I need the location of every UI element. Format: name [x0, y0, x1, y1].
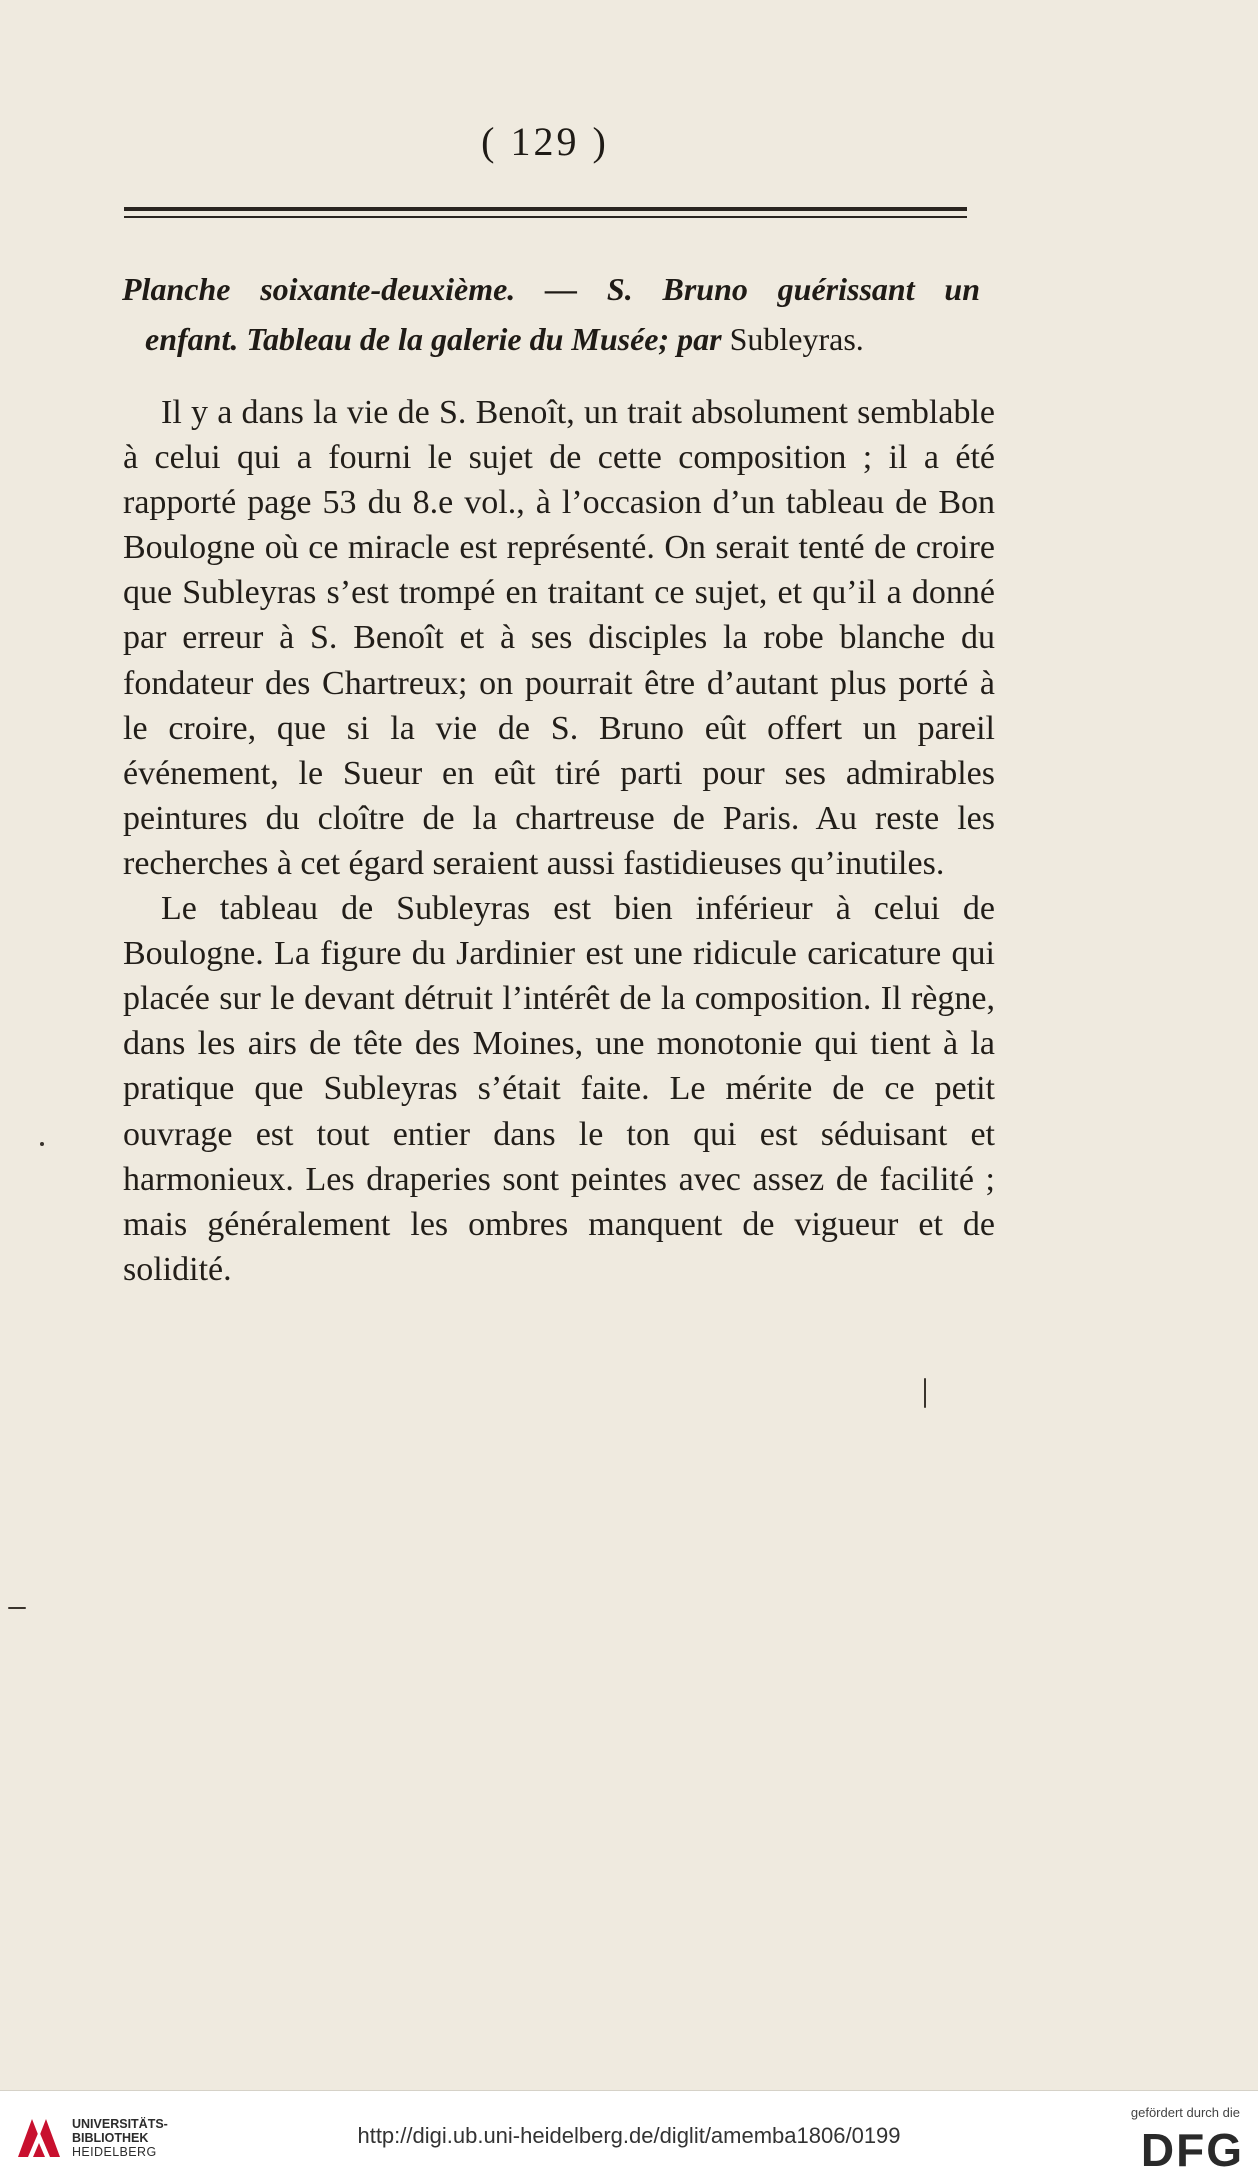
dfg-logo: DFG — [1140, 2124, 1244, 2176]
library-line-2: BIBLIOTHEK — [72, 2131, 149, 2145]
scan-speck — [40, 1142, 44, 1146]
permalink-url[interactable]: http://digi.ub.uni-heidelberg.de/diglit/amemba1806/0199 — [357, 2123, 901, 2148]
funded-by-label: gefördert durch die — [1130, 2105, 1240, 2120]
page-number: ( 129 ) — [481, 119, 609, 164]
digitization-footer — [0, 2090, 1258, 2183]
caption-title: enfant. Tableau de la galerie du Musée; par — [145, 321, 730, 357]
caption-line-1: Planche soixante-deuxième. — S. Bruno guérissant un — [122, 271, 980, 307]
library-line-3: HEIDELBERG — [72, 2145, 157, 2159]
header-rule-thin — [124, 216, 967, 218]
scan-speck — [924, 1378, 926, 1408]
caption-line-2 — [122, 314, 980, 364]
scan-speck — [8, 1607, 26, 1609]
caption-artist: Subleyras. — [729, 321, 864, 357]
paragraph: Le tableau de Subleyras est bien inférieur à celui de Boulogne. La figure du Jardinier est une ridicule caricature qui placée sur le devant détruit l’intérêt de la composition. Il règne, dans les airs de tête des Moines, une monotonie qui tient à la pratique que Subleyras s’était faite. Le mérite de ce petit ouvrage est tout entier dans le ton qui est séduisant et harmonieux. Les draperies sont peintes avec assez de facilité ; mais généralement les ombres manquent de vigueur et de solidité. — [123, 890, 995, 1288]
header-rule-thick — [124, 207, 967, 211]
library-line-1: UNIVERSITÄTS- — [72, 2117, 168, 2131]
plate-caption — [122, 264, 980, 364]
paragraph: Il y a dans la vie de S. Benoît, un trait absolument semblable à celui qui a fourni le sujet de cette composition ; il a été rapporté page 53 du 8.e vol., à l’occasion d’un tableau de Bon Boulogne où ce miracle est représenté. On serait tenté de croire que Subleyras s’est trompé en traitant ce sujet, et qu’il a donné par erreur à S. Benoît et à ses disciples la robe blanche du fondateur des Chartreux; on pourrait être d’autant plus porté à le croire, que si la vie de S. Bruno eût offert un pareil événement, le Sueur en eût tiré parti pour ses admirables peintures du cloître de la chartreuse de Paris. Au reste les recherches à cet égard seraient aussi fastidieuses qu’inutiles. — [123, 394, 995, 882]
body-text — [123, 390, 995, 1292]
